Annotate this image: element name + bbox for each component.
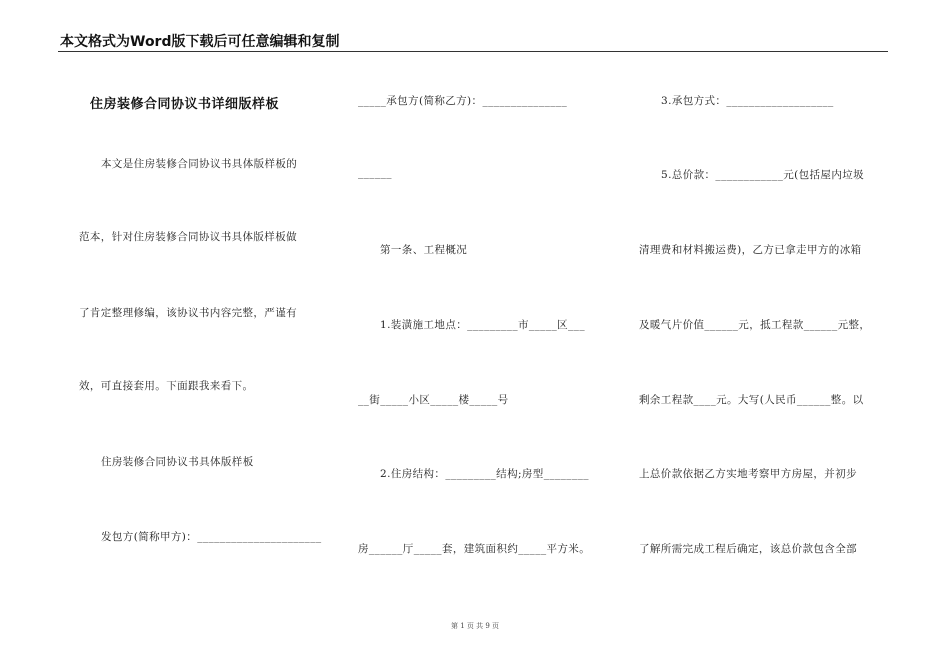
paragraph-line: 范本，针对住房装修合同协议书具体版样板做 <box>79 231 297 243</box>
contract-field: 1.装潢施工地点：_________市_____区___ <box>380 319 585 331</box>
contract-field: 2.住房结构：_________结构;房型________ <box>380 468 589 480</box>
contract-field: __街_____小区_____楼_____号 <box>358 394 509 406</box>
subheading: 住房装修合同协议书具体版样板 <box>101 456 254 468</box>
page-header: 本文格式为Word版下载后可任意编辑和复制 <box>60 34 340 50</box>
paragraph-line: 及暖气片价值______元，抵工程款______元整， <box>639 319 871 331</box>
paragraph-line: 本文是住房装修合同协议书具体版样板的 <box>101 158 298 170</box>
contract-field: 发包方(简称甲方)：______________________ <box>101 531 322 543</box>
contract-field: 3.承包方式：___________________ <box>661 95 834 107</box>
paragraph-line: 了肯定整理修编，该协议书内容完整，严谨有 <box>79 307 297 319</box>
contract-field: ______ <box>358 167 392 179</box>
contract-field: _____承包方(简称乙方)：_______________ <box>358 95 568 107</box>
page-footer: 第 1 页 共 9 页 <box>450 622 500 630</box>
contract-field: 房______厅_____套，建筑面积约_____平方米。 <box>358 543 591 555</box>
paragraph-line: 剩余工程款____元。大写(人民币______整。以 <box>639 394 864 406</box>
document-title: 住房装修合同协议书详细版样板 <box>90 97 280 112</box>
contract-field: 5.总价款：____________元(包括屋内垃圾 <box>661 169 865 181</box>
paragraph-line: 上总价款依据乙方实地考察甲方房屋，并初步 <box>639 468 857 480</box>
paragraph-line: 效，可直接套用。下面跟我来看下。 <box>79 380 254 392</box>
paragraph-line: 了解所需完成工程后确定，该总价款包含全部 <box>639 543 857 555</box>
paragraph-line: 清理费和材料搬运费)，乙方已拿走甲方的冰箱 <box>639 244 862 256</box>
section-heading: 第一条、工程概况 <box>380 244 468 256</box>
header-divider <box>58 51 888 52</box>
